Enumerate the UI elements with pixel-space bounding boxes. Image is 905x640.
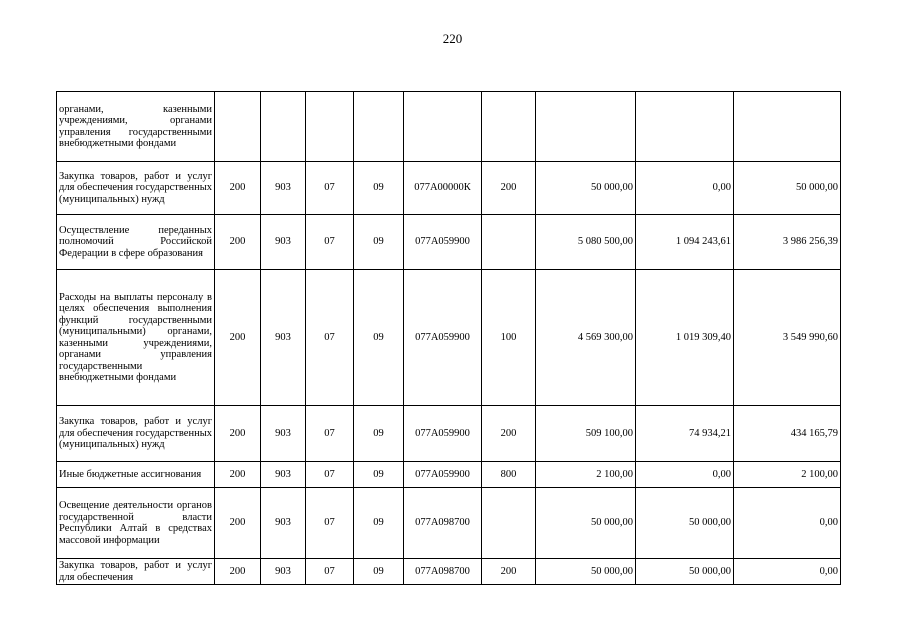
cell-admin: 200 xyxy=(215,488,261,559)
page-number: 220 xyxy=(442,31,463,46)
cell-target xyxy=(404,92,482,162)
cell-subsection: 09 xyxy=(354,406,404,462)
cell-subsection: 09 xyxy=(354,462,404,488)
cell-admin: 200 xyxy=(215,406,261,462)
cell-plan: 4 569 300,00 xyxy=(536,270,636,406)
cell-dept: 903 xyxy=(261,215,306,270)
cell-dept: 903 xyxy=(261,270,306,406)
table-row xyxy=(57,270,841,406)
cell-executed: 74 934,21 xyxy=(636,406,734,462)
cell-target: 077А059900 xyxy=(404,270,482,406)
budget-table xyxy=(56,91,841,585)
cell-remaining: 434 165,79 xyxy=(734,406,841,462)
cell-subsection xyxy=(354,92,404,162)
cell-dept: 903 xyxy=(261,162,306,215)
cell-target: 077А059900 xyxy=(404,406,482,462)
cell-expense-type xyxy=(482,215,536,270)
cell-executed: 50 000,00 xyxy=(636,559,734,585)
cell-remaining: 3 986 256,39 xyxy=(734,215,841,270)
cell-plan: 50 000,00 xyxy=(536,559,636,585)
cell-expense-type: 200 xyxy=(482,162,536,215)
cell-executed: 1 019 309,40 xyxy=(636,270,734,406)
cell-dept xyxy=(261,92,306,162)
cell-dept: 903 xyxy=(261,406,306,462)
cell-name: Закупка товаров, работ и услуг для обеспечения xyxy=(57,559,215,585)
cell-section: 07 xyxy=(306,406,354,462)
cell-plan: 50 000,00 xyxy=(536,488,636,559)
cell-plan: 2 100,00 xyxy=(536,462,636,488)
cell-target: 077А059900 xyxy=(404,462,482,488)
cell-subsection: 09 xyxy=(354,488,404,559)
cell-name: Закупка товаров, работ и услуг для обеспечения государственных (муниципальных) нужд xyxy=(57,162,215,215)
cell-plan: 50 000,00 xyxy=(536,162,636,215)
cell-plan: 5 080 500,00 xyxy=(536,215,636,270)
cell-plan: 509 100,00 xyxy=(536,406,636,462)
cell-dept: 903 xyxy=(261,559,306,585)
cell-expense-type: 200 xyxy=(482,406,536,462)
cell-executed: 0,00 xyxy=(636,162,734,215)
cell-executed: 50 000,00 xyxy=(636,488,734,559)
cell-target: 077А098700 xyxy=(404,488,482,559)
cell-name: Иные бюджетные ассигнования xyxy=(57,462,215,488)
cell-remaining: 0,00 xyxy=(734,488,841,559)
cell-name: Осуществление переданных полномочий Российской Федерации в сфере образования xyxy=(57,215,215,270)
cell-dept: 903 xyxy=(261,488,306,559)
cell-remaining: 2 100,00 xyxy=(734,462,841,488)
cell-name: Расходы на выплаты персоналу в целях обеспечения выполнения функций государственными (муниципальными) органами, казенными учреждениями, органами управления государственными внебюджетными фондами xyxy=(57,270,215,406)
cell-name: Освещение деятельности органов государственной власти Республики Алтай в средствах массовой информации xyxy=(57,488,215,559)
cell-section: 07 xyxy=(306,270,354,406)
cell-expense-type xyxy=(482,488,536,559)
cell-subsection: 09 xyxy=(354,270,404,406)
cell-expense-type: 100 xyxy=(482,270,536,406)
table-row xyxy=(57,559,841,585)
table-row xyxy=(57,215,841,270)
cell-expense-type xyxy=(482,92,536,162)
table-row xyxy=(57,488,841,559)
cell-section: 07 xyxy=(306,462,354,488)
cell-admin: 200 xyxy=(215,270,261,406)
cell-section: 07 xyxy=(306,559,354,585)
cell-admin: 200 xyxy=(215,162,261,215)
cell-subsection: 09 xyxy=(354,215,404,270)
table-row xyxy=(57,92,841,162)
cell-target: 077А00000К xyxy=(404,162,482,215)
cell-subsection: 09 xyxy=(354,162,404,215)
cell-section: 07 xyxy=(306,162,354,215)
cell-executed: 1 094 243,61 xyxy=(636,215,734,270)
cell-remaining: 0,00 xyxy=(734,559,841,585)
cell-admin: 200 xyxy=(215,215,261,270)
cell-section: 07 xyxy=(306,488,354,559)
table-row xyxy=(57,162,841,215)
cell-executed xyxy=(636,92,734,162)
cell-expense-type: 200 xyxy=(482,559,536,585)
cell-admin: 200 xyxy=(215,462,261,488)
table-row xyxy=(57,462,841,488)
cell-executed: 0,00 xyxy=(636,462,734,488)
cell-target: 077А059900 xyxy=(404,215,482,270)
cell-dept: 903 xyxy=(261,462,306,488)
cell-admin xyxy=(215,92,261,162)
cell-admin: 200 xyxy=(215,559,261,585)
cell-remaining: 50 000,00 xyxy=(734,162,841,215)
cell-expense-type: 800 xyxy=(482,462,536,488)
cell-target: 077А098700 xyxy=(404,559,482,585)
cell-name: Закупка товаров, работ и услуг для обеспечения государственных (муниципальных) нужд xyxy=(57,406,215,462)
cell-section: 07 xyxy=(306,215,354,270)
cell-section xyxy=(306,92,354,162)
cell-subsection: 09 xyxy=(354,559,404,585)
cell-plan xyxy=(536,92,636,162)
cell-name: органами, казенными учреждениями, органами управления государственными внебюджетными фондами xyxy=(57,92,215,162)
table-row xyxy=(57,406,841,462)
cell-remaining: 3 549 990,60 xyxy=(734,270,841,406)
table-body xyxy=(57,92,841,585)
cell-remaining xyxy=(734,92,841,162)
